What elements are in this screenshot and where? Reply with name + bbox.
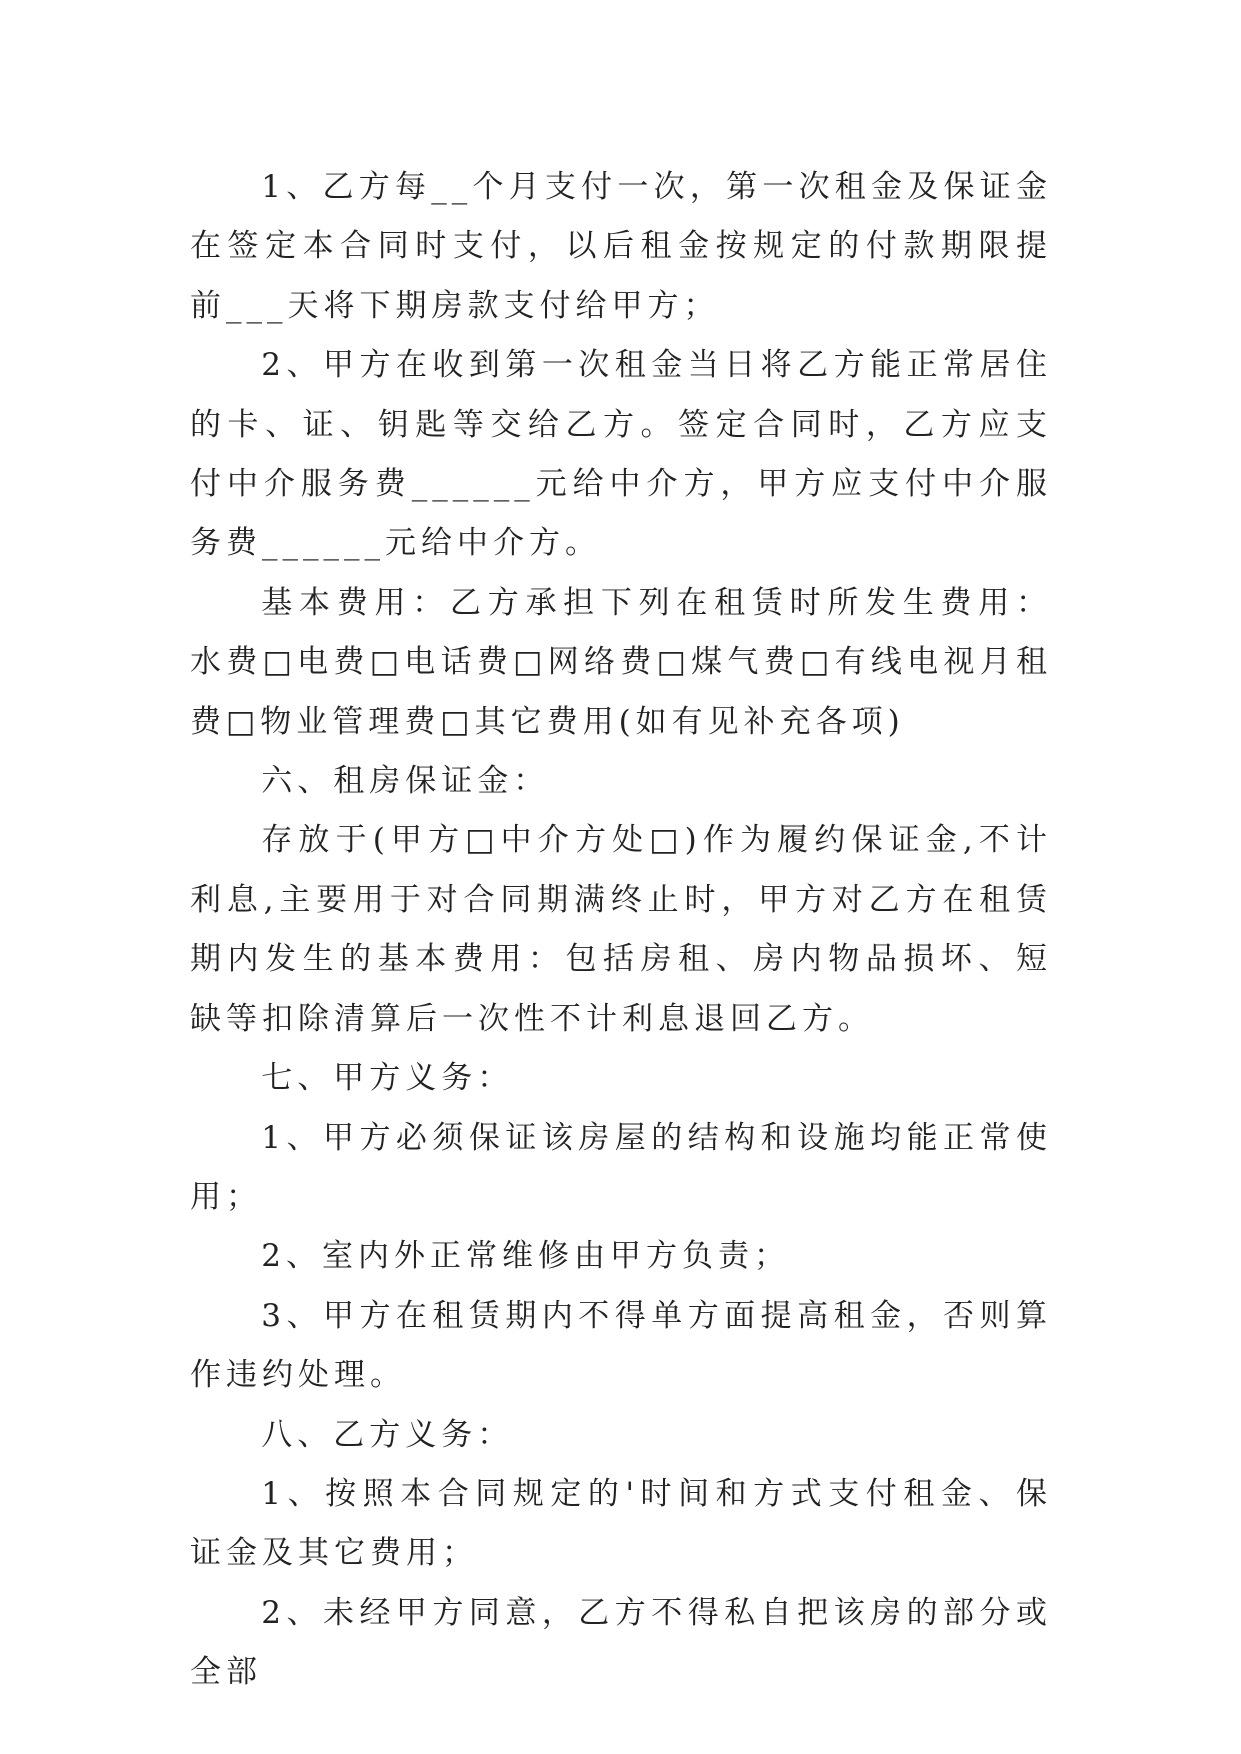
paragraph-party-a-duty-1: 1、甲方必须保证该房屋的结构和设施均能正常使用； <box>190 1119 1052 1215</box>
paragraph-key-handover: 2、甲方在收到第一次租金当日将乙方能正常居住的卡、证、钥匙等交给乙方。签定合同时，乙方应支付中介服务费______元给中介方，甲方应支付中介服务费______元给中介方。 <box>190 347 1052 562</box>
paragraph-deposit-terms: 存放于(甲方□中介方处□)作为履约保证金,不计利息,主要用于对合同期满终止时，甲方对乙方在租赁期内发生的基本费用：包括房租、房内物品损坏、短缺等扣除清算后一次性不计利息退回乙方。 <box>190 822 1052 1037</box>
section-heading-party-a-duties: 七、甲方义务： <box>261 1060 514 1097</box>
paragraph-party-a-duty-3: 3、甲方在租赁期内不得单方面提高租金，否则算作违约处理。 <box>190 1297 1052 1394</box>
paragraph-party-b-duty-1: 1、按照本合同规定的'时间和方式支付租金、保证金及其它费用； <box>190 1475 1052 1572</box>
section-heading-deposit: 六、租房保证金： <box>261 763 550 800</box>
paragraph-payment-schedule: 1、乙方每__个月支付一次，第一次租金及保证金在签定本合同时支付，以后租金按规定的付款期限提前___天将下期房款支付给甲方； <box>190 169 1052 324</box>
paragraph-basic-fees: 基本费用：乙方承担下列在租赁时所发生费用：水费□电费□电话费□网络费□煤气费□有线电视月租费□物业管理费□其它费用(如有见补充各项) <box>190 584 1052 740</box>
section-heading-party-b-duties: 八、乙方义务： <box>261 1416 514 1453</box>
document-body <box>190 158 1052 1703</box>
paragraph-party-a-duty-2: 2、室内外正常维修由甲方负责； <box>261 1238 791 1275</box>
paragraph-party-b-duty-2: 2、未经甲方同意，乙方不得私自把该房的部分或全部 <box>190 1594 1052 1691</box>
